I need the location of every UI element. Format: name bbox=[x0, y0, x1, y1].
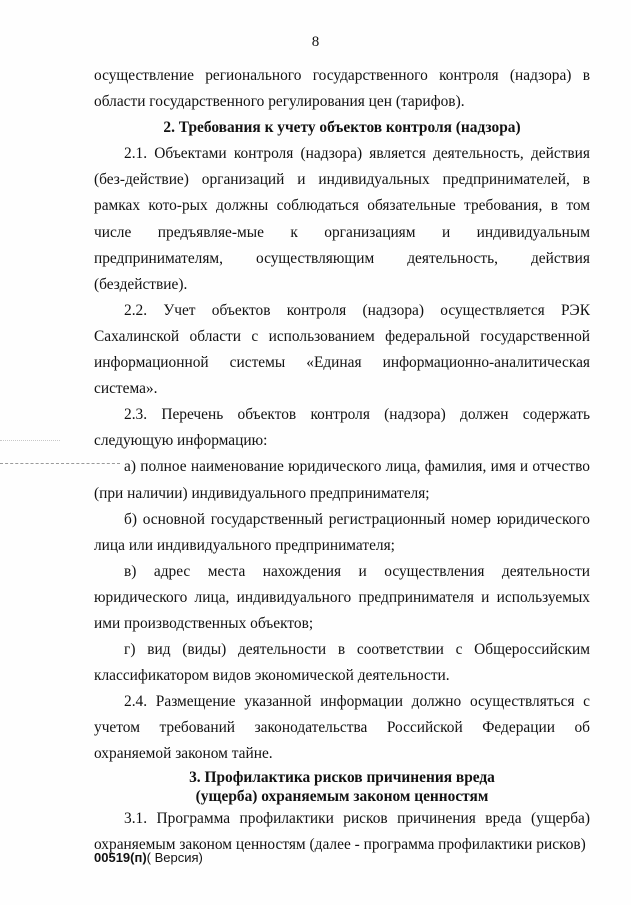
section-heading-3-line2: (ущерба) охраняемым законом ценностям bbox=[195, 787, 489, 805]
page-number: 8 bbox=[311, 34, 320, 50]
scan-artifact bbox=[0, 440, 60, 441]
list-item-a: а) полное наименование юридического лица, фамилия, имя и отчество (при наличии) индивидуального предпринимателя; bbox=[94, 458, 590, 502]
footer-version bbox=[94, 850, 203, 865]
list-item-g: г) вид (виды) деятельности в соответствии с Общероссийским классификатором видов экономической деятельности. bbox=[94, 641, 590, 685]
footer-code: 00519(п) bbox=[94, 850, 147, 865]
paragraph-2-4: 2.4. Размещение указанной информации должно осуществляться с учетом требований законодательства Российской Федерации об охраняемой законом тайне. bbox=[94, 693, 590, 763]
paragraph-3-1: 3.1. Программа профилактики рисков причинения вреда (ущерба) охраняемым законом ценностям (далее - программа профилактики рисков) bbox=[94, 809, 590, 853]
section-heading-3-line1: 3. Профилактика рисков причинения вреда bbox=[189, 768, 495, 786]
list-item-b: б) основной государственный регистрационный номер юридического лица или индивидуального предпринимателя; bbox=[94, 510, 590, 554]
section-heading-3 bbox=[94, 768, 590, 806]
paragraph-intro: осуществление регионального государственного контроля (надзора) в области государственного регулирования цен (тарифов). bbox=[94, 67, 590, 111]
footer-version-label: ( Версия) bbox=[146, 850, 203, 865]
paragraph-2-1: 2.1. Объектами контроля (надзора) является деятельность, действия (без-действие) организаций и индивидуальных предпринимателей, в рамках кото-рых должны соблюдаться обязательные требования, в том числе предъявляе-мые к организациям и индивидуальным предпринимателям, осуществляющим деятельность, действия (бездействие). bbox=[94, 145, 590, 293]
paragraph-2-3: 2.3. Перечень объектов контроля (надзора) должен содержать следующую информацию: bbox=[94, 406, 590, 450]
document-body bbox=[94, 63, 590, 858]
list-item-v: в) адрес места нахождения и осуществления деятельности юридического лица, индивидуального предпринимателя и используемых ими производственных объектов; bbox=[94, 562, 590, 632]
section-heading-2: 2. Требования к учету объектов контроля (надзора) bbox=[163, 119, 521, 137]
paragraph-2-2: 2.2. Учет объектов контроля (надзора) осуществляется РЭК Сахалинской области с использованием федеральной государственной информационной системы «Единая информационно-аналитическая система». bbox=[94, 301, 590, 398]
